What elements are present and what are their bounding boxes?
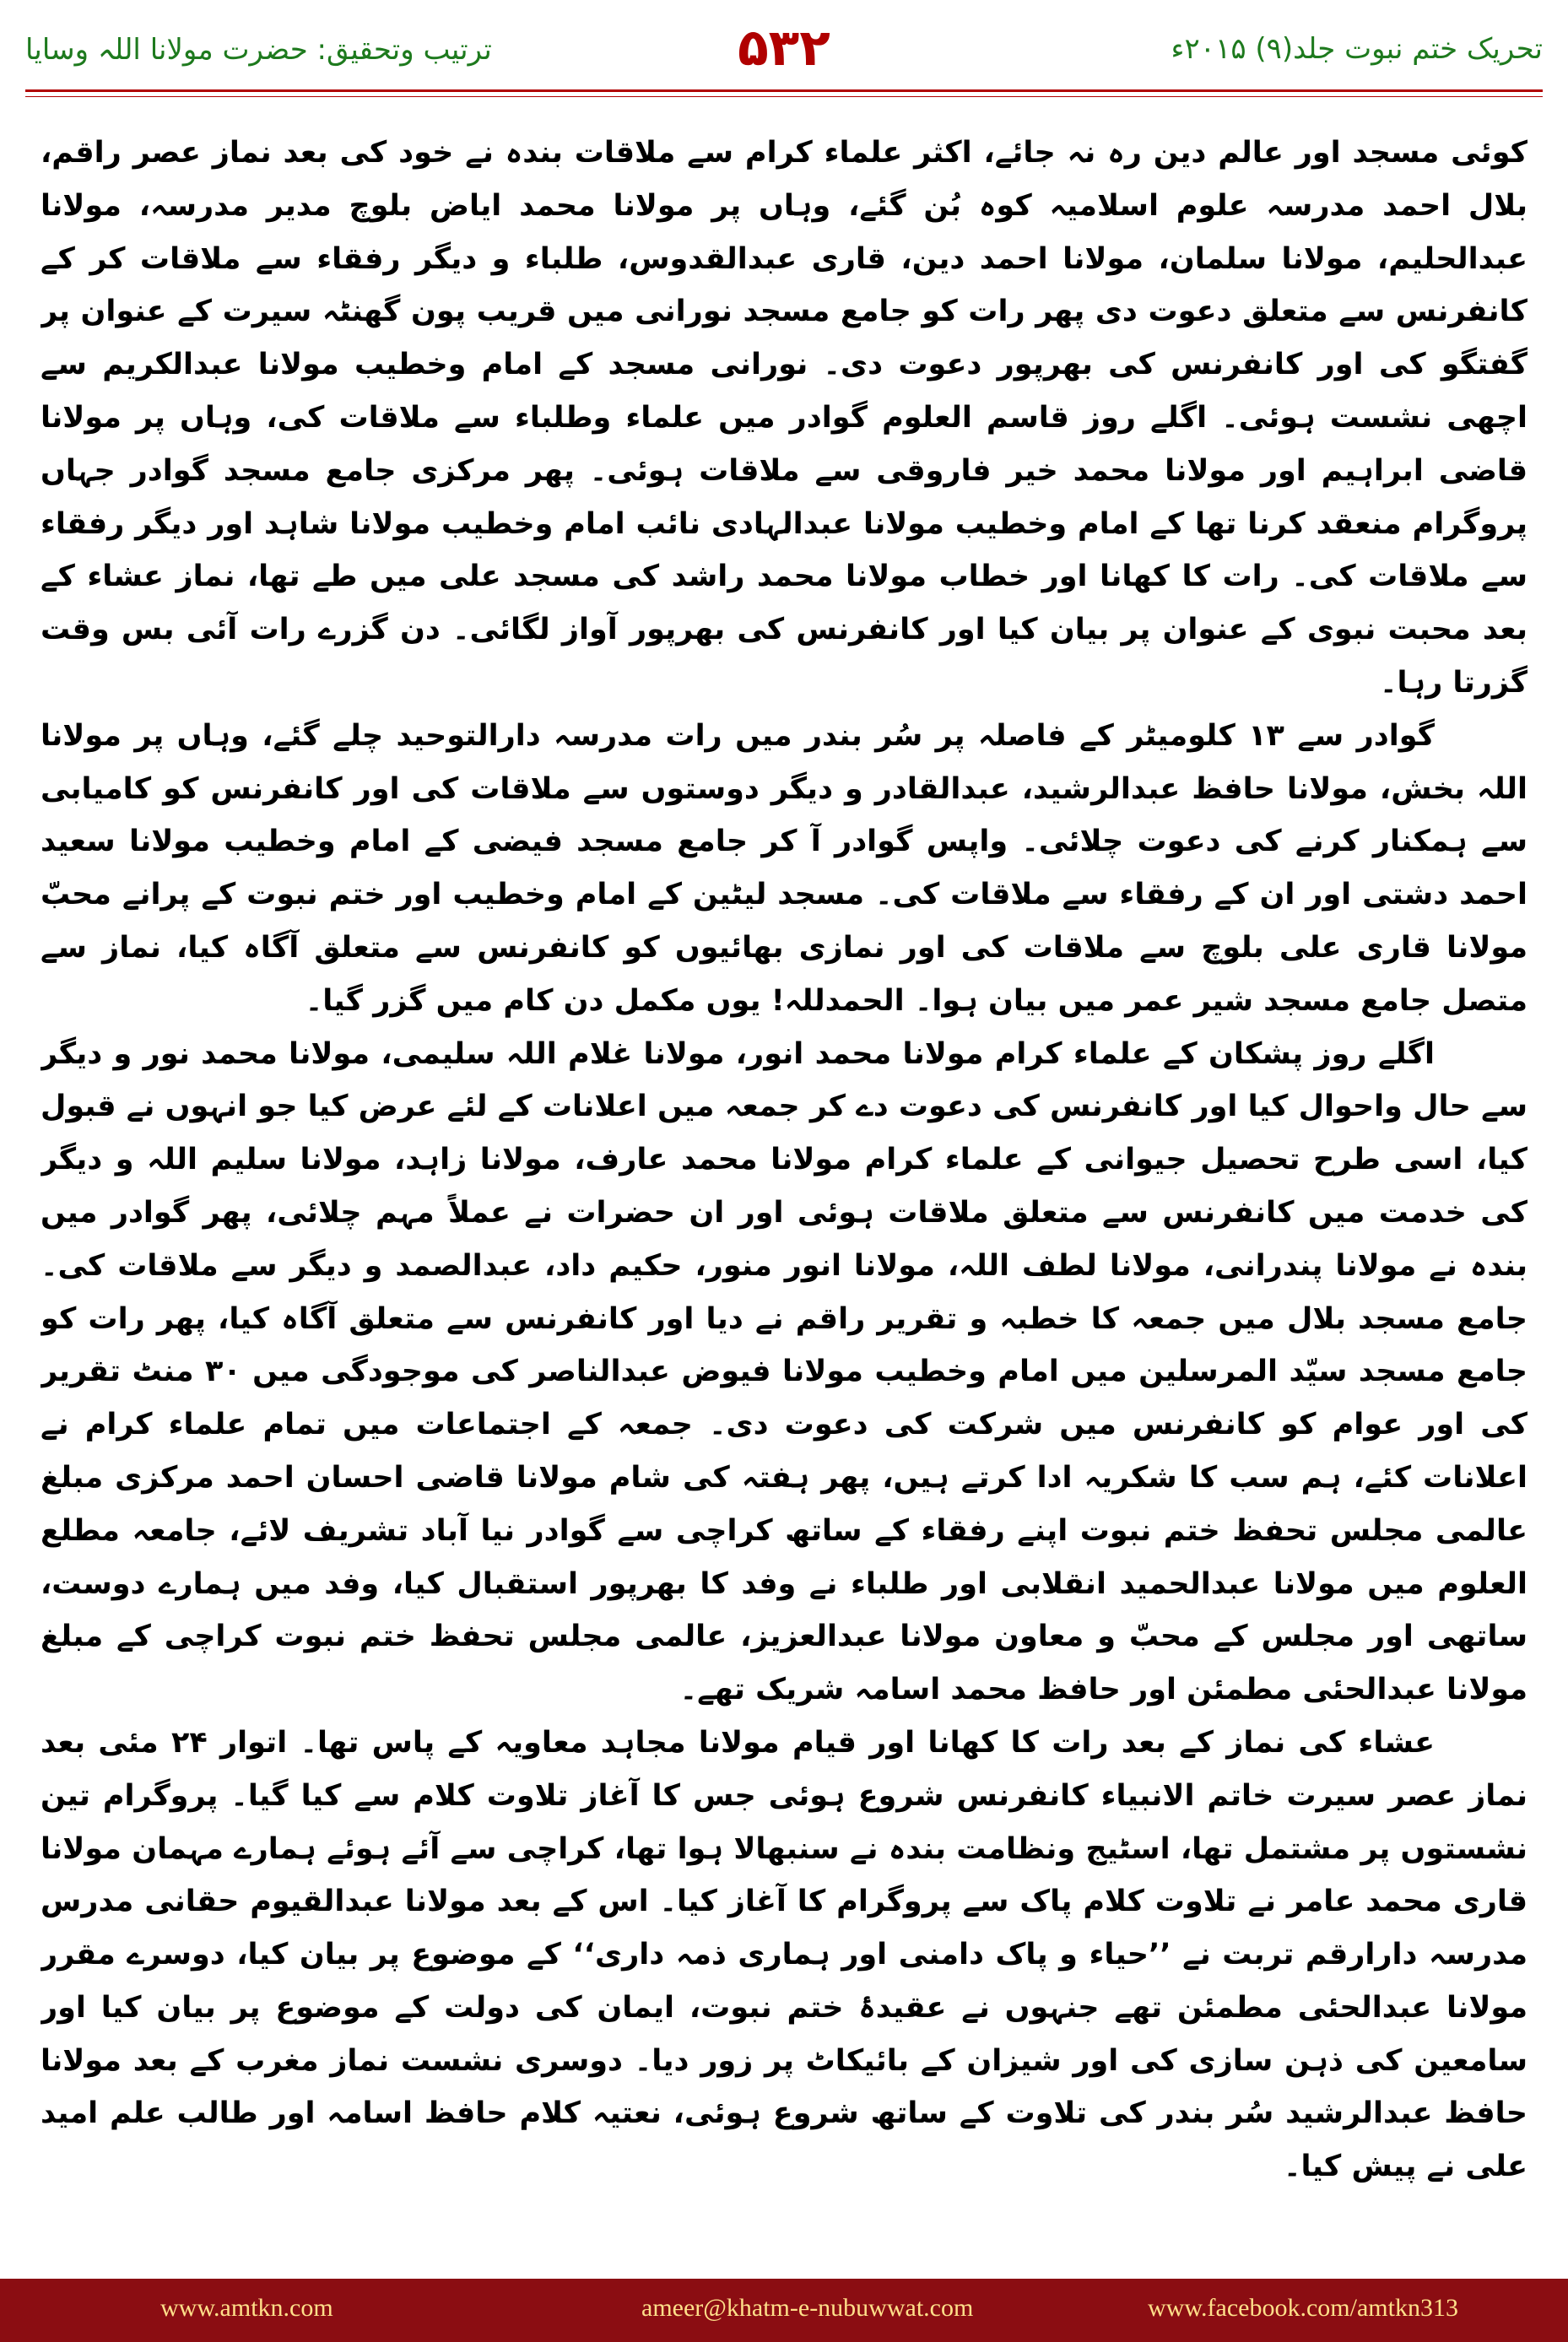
header-divider (25, 89, 1543, 92)
header-compiler-credit: ترتیب وتحقیق: حضرت مولانا اللہ وسایا (25, 33, 492, 67)
paragraph-1: کوئی مسجد اور عالم دین رہ نہ جائے، اکثر علماء کرام سے ملاقات بندہ نے خود کی بعد نماز عصر راقم، بلال احمد مدرسہ علوم اسلامیہ کوہ بُن گئے، وہاں پر مولانا محمد ایاض بلوچ مدیر مدرسہ، مولانا عبدالحلیم، مولانا سلمان، مولانا احمد دین، قاری عبدالقدوس، طلباء و دیگر رفقاء سے ملاقات کر کے کانفرنس سے متعلق دعوت دی پھر رات کو جامع مسجد نورانی میں قریب پون گھنٹہ سیرت کے عنوان پر گفتگو کی اور کانفرنس کی بھرپور دعوت دی۔ نورانی مسجد کے امام وخطیب مولانا عبدالکریم سے اچھی نشست ہوئی۔ اگلے روز قاسم العلوم گوادر میں علماء وطلباء سے ملاقات کی، وہاں پر مولانا قاضی ابراہیم اور مولانا محمد خیر فاروقی سے ملاقات ہوئی۔ پھر مرکزی جامع مسجد گوادر جہاں پروگرام منعقد کرنا تھا کے امام وخطیب مولانا عبدالہادی نائب امام وخطیب مولانا شاہد اور دیگر رفقاء سے ملاقات کی۔ رات کا کھانا اور خطاب مولانا محمد راشد کی مسجد علی میں طے تھا، نماز عشاء کے بعد محبت نبوی کے عنوان پر بیان کیا اور کانفرنس کی بھرپور آواز لگائی۔ دن گزرے رات آئی بس وقت گزرتا رہا۔ (41, 136, 1527, 700)
page-body (41, 127, 1527, 2270)
paragraph-4: عشاء کی نماز کے بعد رات کا کھانا اور قیام مولانا مجاہد معاویہ کے پاس تھا۔ اتوار ۲۴ مئی بعد نماز عصر سیرت خاتم الانبیاء کانفرنس شروع ہوئی جس کا آغاز تلاوت کلام سے کیا گیا۔ پروگرام تین نشستوں پر مشتمل تھا، اسٹیج ونظامت بندہ نے سنبھالا ہوا تھا، کراچی سے آئے ہوئے ہمارے مہمان مولانا قاری محمد عامر نے تلاوت کلام پاک سے پروگرام کا آغاز کیا۔ اس کے بعد مولانا عبدالقیوم حقانی مدرس مدرسہ دارارقم تربت نے ’’حیاء و پاک دامنی اور ہماری ذمہ داری‘‘ کے موضوع پر بیان کیا، دوسرے مقرر مولانا عبدالحئی مطمئن تھے جنہوں نے عقیدۂ ختم نبوت، ایمان کی دولت کے موضوع پر بیان کیا اور سامعین کی ذہن سازی کی اور شیزان کے بائیکاٹ پر زور دیا۔ دوسری نشست نماز مغرب کے بعد مولانا حافظ عبدالرشید سُر بندر کی تلاوت کے ساتھ شروع ہوئی، نعتیہ کلام حافظ اسامہ اور طالب علم امید علی نے پیش کیا۔ (41, 1725, 1527, 2184)
header-book-title: تحریک ختم نبوت جلد(۹) ۲۰۱۵ء (1171, 32, 1543, 66)
header-divider-thin (25, 96, 1543, 97)
page-number: ۵۳۲ (738, 19, 830, 78)
paragraph-3: اگلے روز پشکان کے علماء کرام مولانا محمد انور، مولانا غلام اللہ سلیمی، مولانا محمد نور و دیگر سے حال واحوال کیا اور کانفرنس کی دعوت دے کر جمعہ میں اعلانات کے لئے عرض کیا جو انہوں نے قبول کیا، اسی طرح تحصیل جیوانی کے علماء کرام مولانا محمد عارف، مولانا زاہد، مولانا سلیم اللہ و دیگر کی خدمت میں کانفرنس سے متعلق ملاقات ہوئی اور ان حضرات نے عملاً مہم چلائی، پھر گوادر میں بندہ نے مولانا پندرانی، مولانا لطف اللہ، مولانا انور منور، حکیم داد، عبدالصمد و دیگر سے ملاقات کی۔ جامع مسجد بلال میں جمعہ کا خطبہ و تقریر راقم نے دیا اور کانفرنس سے متعلق آگاہ کیا، پھر رات کو جامع مسجد سیّد المرسلین میں امام وخطیب مولانا فیوض عبدالناصر کی موجودگی میں ۳۰ منٹ تقریر کی اور عوام کو کانفرنس میں شرکت کی دعوت دی۔ جمعہ کے اجتماعات میں تمام علماء کرام نے اعلانات کئے، ہم سب کا شکریہ ادا کرتے ہیں، پھر ہفتہ کی شام مولانا قاضی احسان احمد مرکزی مبلغ عالمی مجلس تحفظ ختم نبوت اپنے رفقاء کے ساتھ کراچی سے گوادر نیا آباد تشریف لائے، جامعہ مطلع العلوم میں مولانا عبدالحمید انقلابی اور طلباء نے وفد کا بھرپور استقبال کیا، وفد میں ہمارے دوست، ساتھی اور مجلس کے محبّ و معاون مولانا عبدالعزیز، عالمی مجلس تحفظ ختم نبوت کراچی کے مبلغ مولانا عبدالحئی مطمئن اور حافظ محمد اسامہ شریک تھے۔ (41, 1036, 1527, 1707)
page-header (0, 0, 1568, 100)
page-footer (0, 2279, 1568, 2342)
footer-website-link[interactable]: www.amtkn.com (160, 2294, 333, 2322)
footer-email-link[interactable]: ameer@khatm-e-nubuwwat.com (641, 2294, 974, 2322)
footer-facebook-link[interactable]: www.facebook.com/amtkn313 (1148, 2294, 1458, 2322)
paragraph-2: گوادر سے ۱۳ کلومیٹر کے فاصلہ پر سُر بندر میں رات مدرسہ دارالتوحید چلے گئے، وہاں پر مولانا اللہ بخش، مولانا حافظ عبدالرشید، عبدالقادر و دیگر دوستوں سے ملاقات کی اور کانفرنس کو کامیابی سے ہمکنار کرنے کی دعوت چلائی۔ واپس گوادر آ کر جامع مسجد فیضی کے امام وخطیب مولانا سعید احمد دشتی اور ان کے رفقاء سے ملاقات کی۔ مسجد لیٹین کے امام وخطیب اور ختم نبوت کے پرانے محبّ مولانا قاری علی بلوچ سے ملاقات کی اور نمازی بھائیوں کو کانفرنس سے متعلق آگاہ کیا، نماز سے متصل جامع مسجد شیر عمر میں بیان ہوا۔ الحمدللہ! یوں مکمل دن کام میں گزر گیا۔ (41, 718, 1527, 1018)
